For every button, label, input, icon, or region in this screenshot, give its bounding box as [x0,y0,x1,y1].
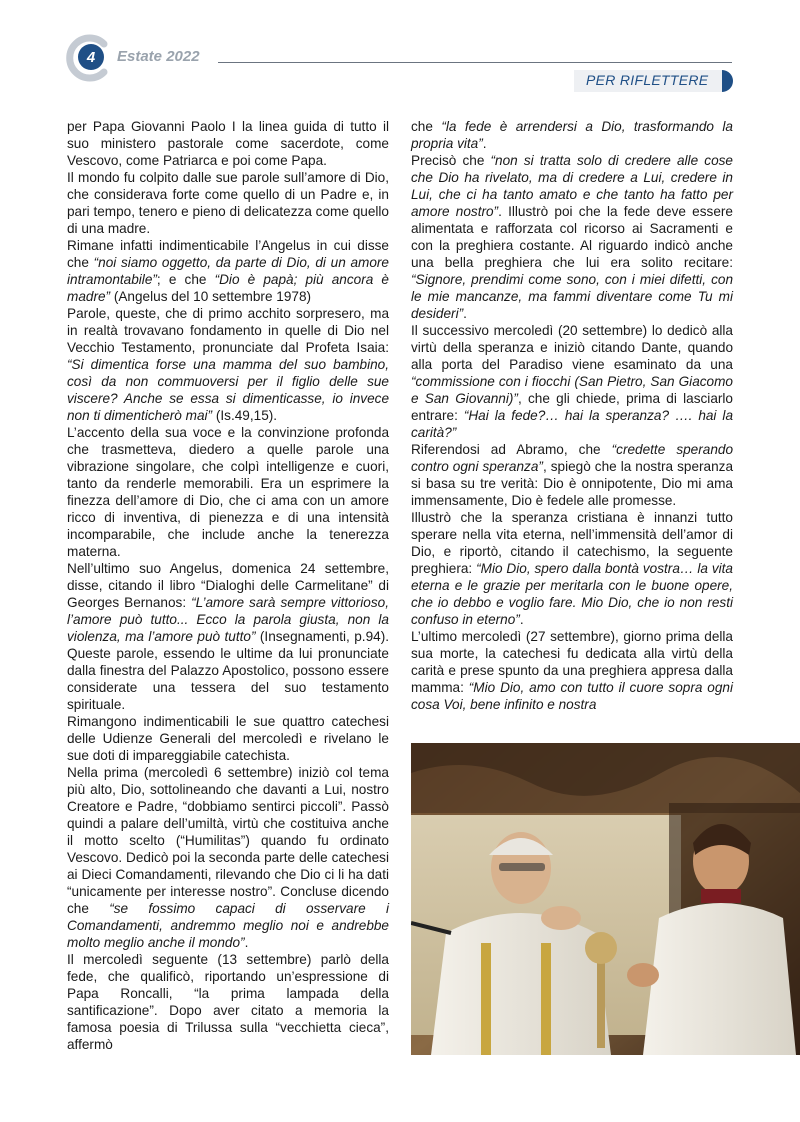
body-text: Il successivo mercoledì (20 settembre) lo dedicò alla virtù della speranza e iniziò citando Dante, quando alla porta del Paradiso viene esaminato da una [411,323,733,372]
body-text: Il mercoledì seguente (13 settembre) parlò della fede, che qualificò, riportando un’espressione di Papa Roncalli, “la prima lampada della santificazione”. Dopo aver citato a memoria la famosa poesia di Trilussa sulla “vecchietta cieca”, affermò [67,952,389,1052]
quote-text: “Mio Dio, spero dalla bontà vostra… la vita eterna e le grazie per meritarla con le buone opere, che io debbo e voglio fare. Mio Dio, che io non resti confuso in eterno” [411,561,733,627]
page-number: 4 [78,44,104,70]
section-label: PER RIFLETTERE [586,72,709,88]
body-text: che [411,119,442,134]
header-divider [218,62,732,63]
quote-text: “credette sperando contro ogni speranza” [411,442,734,474]
body-text: (Insegnamenti, p.94). Queste parole, essendo le ultime da lui pronunciate dalla finestra del Palazzo Apostolico, possono essere considerate una tessera del suo testamento spirituale. [67,629,389,712]
quote-text: “L’amore sarà sempre vittorioso, l’amore può tutto... Ecco la parola giusta, non la violenza, ma l’amore può tutto” [67,595,389,644]
quote-text: “non si tratta solo di credere alle cose che Dio ha rivelato, ma di credere a Lui, credere in Lui, che ci ha tanto amato e che tanto ha fatto per amore nostro” [411,153,733,219]
body-text: (Angelus del 10 settembre 1978) [110,289,312,304]
quote-text: “Hai la fede?… hai la speranza? …. hai la carità?” [411,408,734,440]
paragraph [67,169,389,237]
photo-pope-with-altar-boy-icon [411,743,800,1055]
paragraph [411,118,733,152]
body-text: Rimane infatti indimenticabile l’Angelus in cui disse che [67,238,389,270]
body-text: ; e che [156,272,215,287]
paragraph [67,764,389,951]
article-photo [411,743,800,1055]
paragraph [67,713,389,764]
body-text: Nella prima (mercoledì 6 settembre) iniziò col tema più alto, Dio, sottolineando che davanti a Lui, nostro Creatore e Padre, “dobbiamo sentirci piccoli”. Passò quindi a palare dell’umiltà, virtù che costituiva anche il motto scelto (“Humilitas”) quando fu ordinato Vescovo. Dedicò poi la seconda parte delle catechesi ai Dieci Comandamenti, rilevando che Dio ci li ha dati “unicamente per interesse nostro”. Concluse dicendo che [67,765,389,916]
paragraph [411,152,733,322]
body-text: . [519,612,524,627]
paragraph [67,951,389,1053]
paragraph [67,560,389,713]
paragraph [67,305,389,424]
body-text: , che gli chiede, prima di lasciarlo entrare: [411,391,733,423]
body-text: per Papa Giovanni Paolo I la linea guida di tutto il suo ministero pastorale come sacerdote, come Vescovo, come Patriarca e poi come Papa. [67,119,389,168]
body-text: L’accento della sua voce e la convinzione profonda che trasmetteva, diedero a quelle parole una vibrazione singolare, che colpì intelligenze e cuori, tanto da renderle memorabili. Era un esprimere la finezza dell’amore di Dio, che ci ama con un amore ricco di inventiva, di pienezza e di una intensità incomparabile, che include anche la tenerezza materna. [67,425,389,559]
quote-text: “Dio è papà; più ancora è madre” [67,272,389,304]
body-text: . [463,306,467,321]
body-text: Illustrò che la speranza cristiana è innanzi tutto sperare nella vita eterna, nell’immensità dell’amor di Dio, e riportò, citando il catechismo, la seguente preghiera: [411,510,733,576]
quote-text: “Mio Dio, amo con tutto il cuore sopra ogni cosa Voi, bene infinito e nostra [411,680,733,712]
quote-text: “Si dimentica forse una mamma del suo bambino, così da non commuoversi per il figlio delle sue viscere? Anche se essa si dimenticasse, io invece non ti dimenticherò mai” [67,357,389,423]
page-header [0,0,800,110]
article-column-right [411,118,733,713]
body-text: (Is.49,15). [212,408,278,423]
body-text: Riferendosi ad Abramo, che [411,442,612,457]
quote-text: “noi siamo oggetto, da parte di Dio, di un amore intramontabile” [67,255,389,287]
body-text: Il mondo fu colpito dalle sue parole sull’amore di Dio, che considerava forte come quello di un Padre e, in pari tempo, tenero e pieno di delicatezza come quello di una madre. [67,170,389,236]
body-text: . [244,935,249,950]
paragraph [67,237,389,305]
paragraph [411,441,733,509]
quote-text: “Signore, prendimi come sono, con i miei difetti, con le mie mancanze, ma fammi diventare come Tu mi desideri” [411,272,733,321]
body-text: Precisò che [411,153,491,168]
issue-label: Estate 2022 [117,48,200,65]
paragraph [67,118,389,169]
paragraph [411,628,733,713]
paragraph [411,322,733,441]
body-text: Nell’ultimo suo Angelus, domenica 24 settembre, disse, citando il libro “Dialoghi delle Carmelitane” di Georges Bernanos: [67,561,389,610]
body-text: , spiegò che la nostra speranza si basa su tre verità: Dio è onnipotente, Dio mi ama immensamente, Dio è fedele alle promesse. [411,459,734,508]
body-text: Rimangono indimenticabili le sue quattro catechesi delle Udienze Generali del mercoledì e rivelano le sue doti di impareggiabile catechista. [67,714,389,763]
body-text: . Illustrò poi che la fede deve essere alimentata e rafforzata col ricorso ai Sacramenti e con la preghiera costante. Al riguardo indicò anche una bella preghiera che lui era solito recitare: [411,204,733,270]
article-column-left [67,118,389,1053]
quote-text: “se fossimo capaci di osservare i Comandamenti, andremmo meglio noi e andrebbe molto meglio anche il mondo” [67,901,389,950]
paragraph [411,509,733,628]
quote-text: “commissione con i fiocchi (San Pietro, San Giacomo e San Giovanni)” [411,374,733,406]
body-text: L’ultimo mercoledì (27 settembre), giorno prima della sua morte, la catechesi fu dedicata alla virtù della carità e prese spunto da una preghiera appresa dalla mamma: [411,629,733,695]
section-tab-cap [722,70,733,92]
body-text: Parole, queste, che di primo acchito sorpresero, ma in realtà trovavano fondamento in quelle di Dio nel Vecchio Testamento, pronunciate dal Profeta Isaia: [67,306,389,355]
paragraph [67,424,389,560]
quote-text: “la fede è arrendersi a Dio, trasformando la propria vita” [411,119,733,151]
body-text: . [482,136,487,151]
